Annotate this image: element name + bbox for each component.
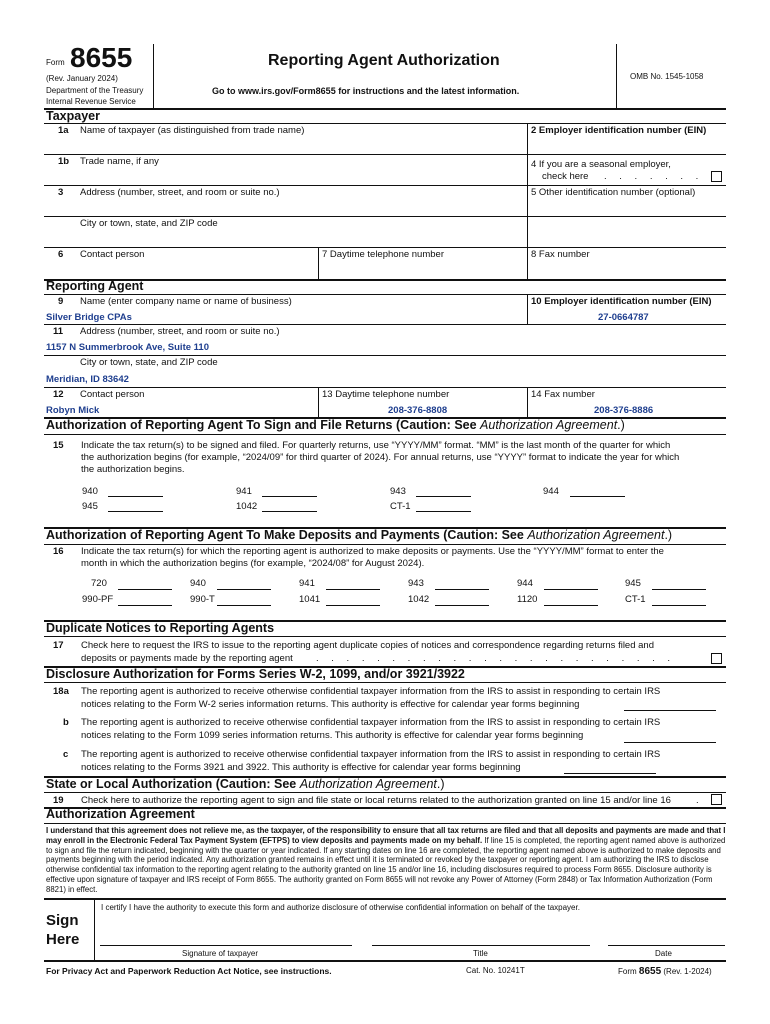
line-1a-number: 1a [58, 125, 69, 136]
date-field[interactable] [608, 945, 725, 946]
rule [44, 216, 726, 217]
agent-phone-value[interactable]: 208-376-8808 [388, 405, 448, 416]
form-943-label: 943 [390, 486, 406, 497]
form-word: Form [46, 58, 65, 67]
irs-name: Internal Revenue Service [46, 97, 136, 106]
line-18c-text-2: notices relating to the Forms 3921 and 3922. This authority is effective for calendar year forms beginning [81, 762, 521, 773]
agent-city-value[interactable]: Meridian, ID 83642 [46, 374, 129, 385]
rule [44, 792, 726, 793]
dep-941-field[interactable] [326, 589, 380, 590]
form-ct1-label: CT-1 [390, 501, 411, 512]
signature-field[interactable] [100, 945, 352, 946]
agent-fax-label: 14 Fax number [531, 389, 595, 400]
agent-name-value[interactable]: Silver Bridge CPAs [46, 312, 132, 323]
date-label: Date [655, 949, 672, 958]
form-944-label: 944 [543, 486, 559, 497]
dep-945-label: 945 [625, 578, 641, 589]
line-18b-field[interactable] [624, 742, 716, 743]
city-label: City or town, state, and ZIP code [80, 218, 218, 229]
phone-label: 7 Daytime telephone number [322, 249, 444, 260]
agent-phone-label: 13 Daytime telephone number [322, 389, 450, 400]
rule [527, 294, 528, 324]
line-16-text-1: Indicate the tax return(s) for which the reporting agent is authorized to make deposits or payments. Use the “YYYY/MM” format to enter the [81, 546, 664, 557]
rule [44, 434, 726, 435]
rule [44, 279, 726, 281]
form-945-label: 945 [82, 501, 98, 512]
dep-945-field[interactable] [652, 589, 706, 590]
line-9-number: 9 [58, 296, 64, 307]
dep-1042-label: 1042 [408, 594, 430, 605]
rule [44, 898, 726, 900]
seasonal-check-label: check here [542, 171, 589, 182]
dep-1041-field[interactable] [326, 605, 380, 606]
seasonal-label: 4 If you are a seasonal employer, [531, 159, 671, 170]
line-15-number: 15 [53, 440, 64, 451]
seasonal-checkbox[interactable] [711, 171, 722, 182]
line-18a-field[interactable] [624, 710, 716, 711]
dep-720-label: 720 [91, 578, 107, 589]
state-heading: State or Local Authorization (Caution: See Authorization Agreement.) [46, 777, 445, 791]
leader-dots: . [696, 795, 699, 806]
sign-label: Sign [46, 912, 79, 929]
dep-944-field[interactable] [544, 589, 598, 590]
privacy-notice: For Privacy Act and Paperwork Reduction Act Notice, see instructions. [46, 966, 332, 976]
agent-contact-label: Contact person [80, 389, 145, 400]
line-16-text-2: month in which the authorization begins (for example, “2024/08” for August 2024). [81, 558, 425, 569]
footer-form-id: Form 8655 (Rev. 1-2024) [618, 966, 712, 977]
dep-943-field[interactable] [435, 589, 489, 590]
rule [44, 636, 726, 637]
form-ct1-field[interactable] [416, 511, 471, 512]
dep-943-label: 943 [408, 578, 424, 589]
line-12-number: 12 [53, 389, 64, 400]
line-11-number: 11 [53, 326, 64, 337]
sign-file-heading: Authorization of Reporting Agent To Sign and File Returns (Caution: See Authorization Agreement.) [46, 418, 625, 432]
duplicate-notices-checkbox[interactable] [711, 653, 722, 664]
line-18b-text-1: The reporting agent is authorized to receive otherwise confidential taxpayer information from the IRS to assist in responding to certain IRS [81, 717, 661, 728]
dep-1120-label: 1120 [517, 594, 538, 605]
form-number: 8655 [70, 42, 133, 73]
rule [44, 123, 726, 124]
dep-720-field[interactable] [118, 589, 172, 590]
line-17-text-2: deposits or payments made by the reporting agent [81, 653, 293, 664]
duplicate-heading: Duplicate Notices to Reporting Agents [46, 621, 275, 635]
deposits-heading: Authorization of Reporting Agent To Make Deposits and Payments (Caution: See Authorization Agreement.) [46, 528, 673, 542]
rule [527, 123, 528, 263]
dep-ct1-field[interactable] [652, 605, 706, 606]
dep-990t-field[interactable] [217, 605, 271, 606]
form-1042-label: 1042 [236, 501, 258, 512]
title-label: Title [473, 949, 488, 958]
other-id-label: 5 Other identification number (optional) [531, 187, 696, 198]
form-940-field[interactable] [108, 496, 163, 497]
line-19-number: 19 [53, 795, 64, 806]
instructions-link[interactable]: Go to www.irs.gov/Form8655 for instructions and the latest information. [212, 86, 520, 96]
form-1042-field[interactable] [262, 511, 317, 512]
title-field[interactable] [372, 945, 590, 946]
agreement-heading: Authorization Agreement [46, 807, 195, 821]
disclosure-heading: Disclosure Authorization for Forms Series W-2, 1099, and/or 3921/3922 [46, 667, 465, 681]
form-944-field[interactable] [570, 496, 625, 497]
rule [44, 960, 726, 962]
rule [44, 247, 726, 248]
line-15-text-1: Indicate the tax return(s) to be signed and filed. For quarterly returns, use “YYYY/MM” format. “MM” is the last month of the quarter for which [81, 440, 671, 451]
rule [527, 247, 528, 279]
line-18a-text-2: notices relating to the Form W-2 series information returns. This authority is effective for calendar year forms beginning [81, 699, 580, 710]
line-18b-text-2: notices relating to the Form 1099 series information returns. This authority is effective for calendar year forms beginning [81, 730, 584, 741]
line-18a-text-1: The reporting agent is authorized to receive otherwise confidential taxpayer information from the IRS to assist in responding to certain IRS [81, 686, 661, 697]
dep-940-field[interactable] [217, 589, 271, 590]
rule [44, 185, 726, 186]
certify-text: I certify I have the authority to execute this form and authorize disclosure of otherwise confidential information on behalf of the taxpayer. [101, 903, 580, 912]
rule [318, 247, 319, 279]
line-1b-number: 1b [58, 156, 70, 167]
leader-dots: . . . . . . . [604, 171, 704, 182]
form-943-field[interactable] [416, 496, 471, 497]
ein-label: 2 Employer identification number (EIN) [531, 125, 707, 136]
omb-number: OMB No. 1545-1058 [630, 72, 704, 81]
line-19-text: Check here to authorize the reporting agent to sign and file state or local returns related to the authorization granted on line 15 and/or line 16 [81, 795, 671, 806]
fax-label: 8 Fax number [531, 249, 590, 260]
address-label: Address (number, street, and room or suite no.) [80, 187, 280, 198]
agent-address-label: Address (number, street, and room or suite no.) [80, 326, 280, 337]
header-divider-right [616, 44, 617, 108]
line-18c-field[interactable] [564, 773, 656, 774]
dep-941-label: 941 [299, 578, 315, 589]
agent-contact-value[interactable]: Robyn Mick [46, 405, 100, 416]
rule [527, 387, 528, 417]
agent-city-label: City or town, state, and ZIP code [80, 357, 218, 368]
agent-fax-value[interactable]: 208-376-8886 [594, 405, 654, 416]
taxpayer-name-label: Name of taxpayer (as distinguished from trade name) [80, 125, 305, 136]
leader-dots: . . . . . . . . . . . . . . . . . . . . . . . . [316, 653, 676, 664]
rule [44, 294, 726, 295]
form-title: Reporting Agent Authorization [268, 52, 500, 69]
dep-1120-field[interactable] [544, 605, 598, 606]
form-941-label: 941 [236, 486, 252, 497]
line-3-number: 3 [58, 187, 64, 198]
line-18c-text-1: The reporting agent is authorized to receive otherwise confidential taxpayer information from the IRS to assist in responding to certain IRS [81, 749, 661, 760]
line-6-number: 6 [58, 249, 64, 260]
rule [44, 544, 726, 545]
dep-ct1-label: CT-1 [625, 594, 646, 605]
form-940-label: 940 [82, 486, 98, 497]
rule [44, 355, 726, 356]
agent-name-label: Name (enter company name or name of business) [80, 296, 292, 307]
dep-990t-label: 990-T [190, 594, 215, 605]
rule [94, 898, 95, 960]
signature-label: Signature of taxpayer [182, 949, 259, 958]
rule [44, 154, 726, 155]
line-18b-number: b [63, 717, 69, 728]
line-16-number: 16 [53, 546, 64, 557]
trade-name-label: Trade name, if any [80, 156, 159, 167]
contact-label: Contact person [80, 249, 145, 260]
line-15-text-2: the authorization begins (for example, “2024/09” for third quarter of 2024). For annual returns, use “YYYY” format to indicate the year for which [81, 452, 680, 463]
agent-heading: Reporting Agent [46, 279, 144, 293]
catalog-number: Cat. No. 10241T [466, 966, 525, 975]
rule [44, 682, 726, 683]
header-divider-left [153, 44, 154, 108]
dep-944-label: 944 [517, 578, 533, 589]
dep-990pf-label: 990-PF [82, 594, 114, 605]
line-17-text-1: Check here to request the IRS to issue to the reporting agent duplicate copies of notices and correspondence regarding returns filed and [81, 640, 654, 651]
agreement-text: I understand that this agreement does not relieve me, as the taxpayer, of the responsibility to ensure that all tax returns are filed and that all deposits and payments are made and that I may enroll in the Electronic Federal Tax Payment System (EFTPS) to view deposits and payments made on my behalf. If line 15 is completed, the reporting agent named above is authorized to sign and file the return indicated, beginning with the quarter or year indicated. If any starting dates on line 16 are completed, the reporting agent named above is authorized to make deposits and payments beginning with the period indicated. Any authorization granted remains in effect until it is terminated or revoked by the taxpayer or reporting agent. I am authorizing the IRS to disclose otherwise confidential tax information to the reporting agent relating to the authority granted on line 15 and/or line 16, including disclosures required to process Form 8655. Disclosure authority is effective upon signature of taxpayer and IRS receipt of Form 8655. The authority granted on Form 8655 will not revoke any Power of Attorney (Form 2848) or Tax Information Authorization (Form 8821) in effect. [46, 826, 726, 894]
revision: (Rev. January 2024) [46, 74, 118, 83]
agent-ein-label: 10 Employer identification number (EIN) [531, 296, 712, 307]
form-941-field[interactable] [262, 496, 317, 497]
form-945-field[interactable] [108, 511, 163, 512]
department: Department of the Treasury [46, 86, 144, 95]
here-label: Here [46, 931, 80, 948]
line-18c-number: c [63, 749, 69, 760]
rule [318, 387, 319, 417]
state-local-checkbox[interactable] [711, 794, 722, 805]
taxpayer-heading: Taxpayer [46, 109, 100, 123]
agent-address-value[interactable]: 1157 N Summerbrook Ave, Suite 110 [46, 342, 209, 353]
line-15-text-3: the authorization begins. [81, 464, 185, 475]
rule [44, 387, 726, 388]
dep-1042-field[interactable] [435, 605, 489, 606]
rule [44, 823, 726, 824]
dep-1041-label: 1041 [299, 594, 321, 605]
header-rule [44, 108, 726, 110]
line-18a-number: 18a [53, 686, 69, 697]
dep-990pf-field[interactable] [118, 605, 172, 606]
dep-940-label: 940 [190, 578, 206, 589]
rule [44, 324, 726, 325]
line-17-number: 17 [53, 640, 64, 651]
agent-ein-value[interactable]: 27-0664787 [598, 312, 649, 323]
